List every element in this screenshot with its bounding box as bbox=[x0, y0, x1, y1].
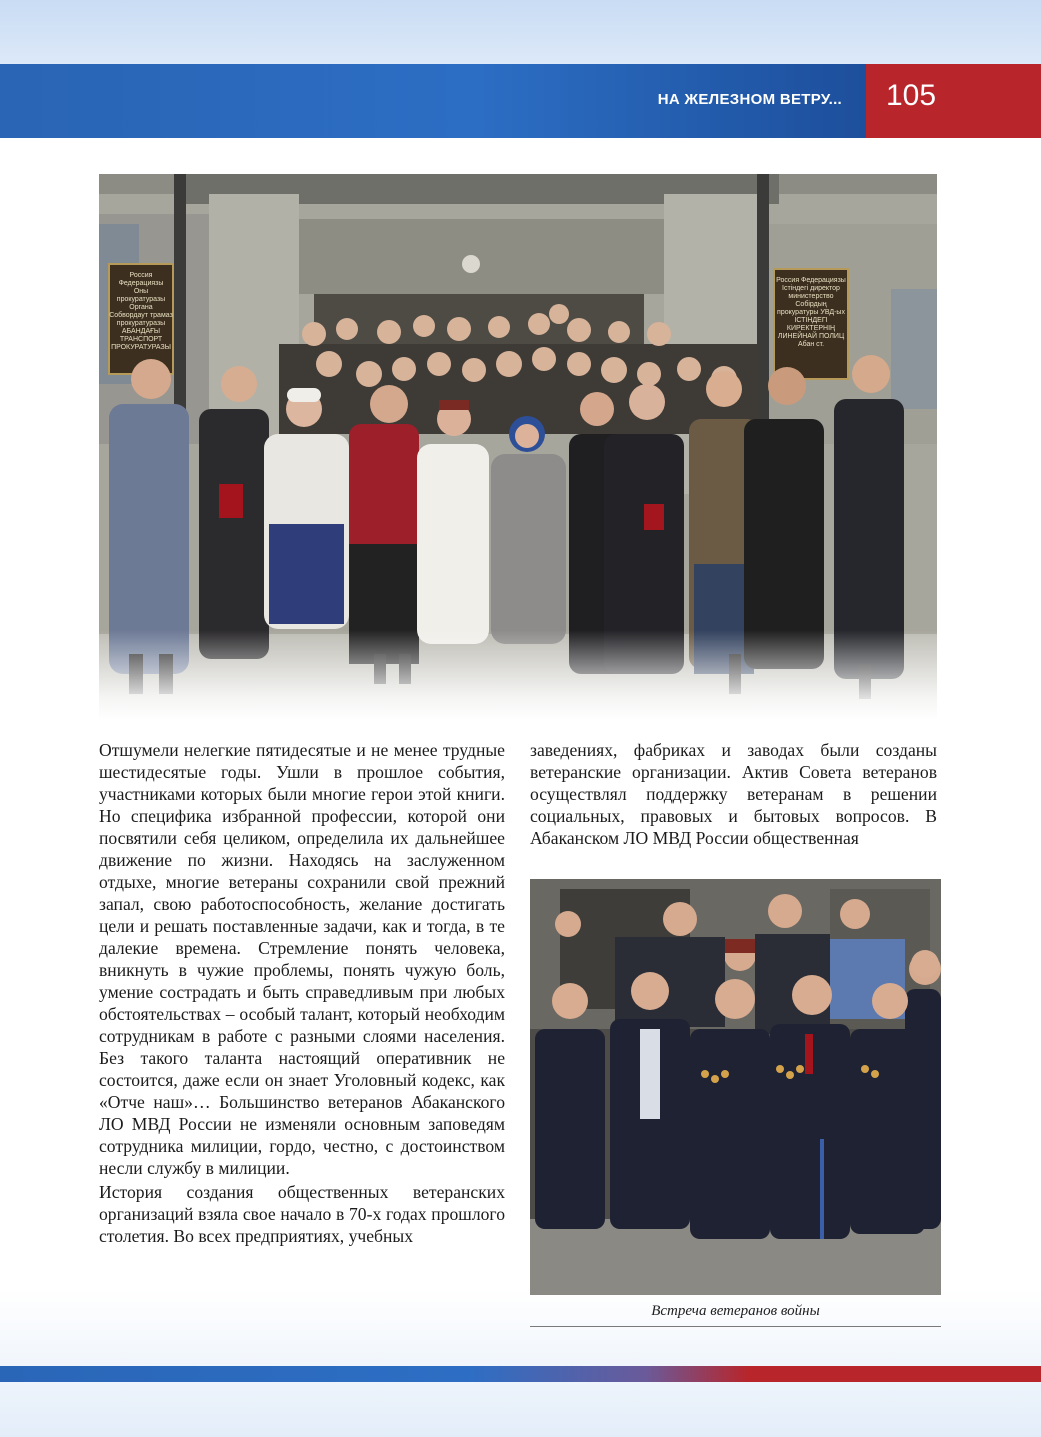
paragraph: История создания общественных ветеранских организаций взяла свое начало в 70-х годах прошлого столетия. Во всех предприятиях, учебных bbox=[99, 1182, 505, 1246]
header-band bbox=[0, 64, 866, 138]
paragraph: заведениях, фабриках и заводах были созданы ветеранские организации. Актив Совета ветеранов осуществлял поддержку ветеранам в решении социальных, правовых и бытовых вопросов. В Абаканском ЛО МВД России общественная bbox=[530, 740, 937, 848]
photo-war-veterans-meeting bbox=[530, 879, 941, 1295]
running-title: НА ЖЕЛЕЗНОМ ВЕТРУ... bbox=[657, 91, 842, 108]
photo-caption: Встреча ветеранов войны bbox=[651, 1303, 820, 1319]
paragraph: Отшумели нелегкие пятидесятые и не менее трудные шестидесятые годы. Ушли в прошлое события, участниками которых были многие герои этой книги. Но специфика избранной профессии, которой они посвятили себя целиком, определила их дальнейшее движение по жизни. Находясь на заслуженном отдыхе, многие ветераны сохранили свой прежний запал, свою работоспособность, желание достигать цели и решать поставленные задачи, как и тогда, в те далекие времена. Стремление понять человека, вникнуть в чужие проблемы, понять чужую боль, умение сострадать и быть справедливым при любых обстоятельствах – особый талант, который необходим сотрудникам в работе с разными слоями населения. Без такого таланта настоящий оперативник не состоится, даже если он знает Уголовный кодекс, как «Отче наш»… Большинство ветеранов Абаканского ЛО МВД России не изменяли основным заповедям сотрудника милиции, гордо, честно, с достоинством несли службу в милиции. bbox=[99, 740, 505, 1178]
text-column-right bbox=[530, 739, 937, 849]
veterans-photo-illustration bbox=[530, 879, 941, 1295]
page-number-box bbox=[866, 64, 1041, 138]
building-sign-right: Россия Федерациязы Істіндегі директор министерство Собірдың прокуратуры УВД-ых ІСТІНДЕГІ КИРЕКТЕРНІҢ ЛИНЕЙНАЙ ПОЛИЦ Абан ст. bbox=[776, 277, 846, 348]
caption-divider bbox=[530, 1326, 941, 1327]
footer-band bbox=[0, 1366, 1041, 1382]
page-number: 105 bbox=[886, 79, 937, 112]
photo-fade bbox=[99, 630, 937, 720]
text-column-left bbox=[99, 739, 505, 1247]
building-sign-left: Россия Федерациязы Оны прокуратуразы Органа Собвордаут трамаз прокуратуразы АБАНДАҒЫ ТРАНСПОРТ ПРОКУРАТУРАЗЫ bbox=[109, 272, 173, 351]
group-photo-veterans bbox=[99, 174, 937, 720]
